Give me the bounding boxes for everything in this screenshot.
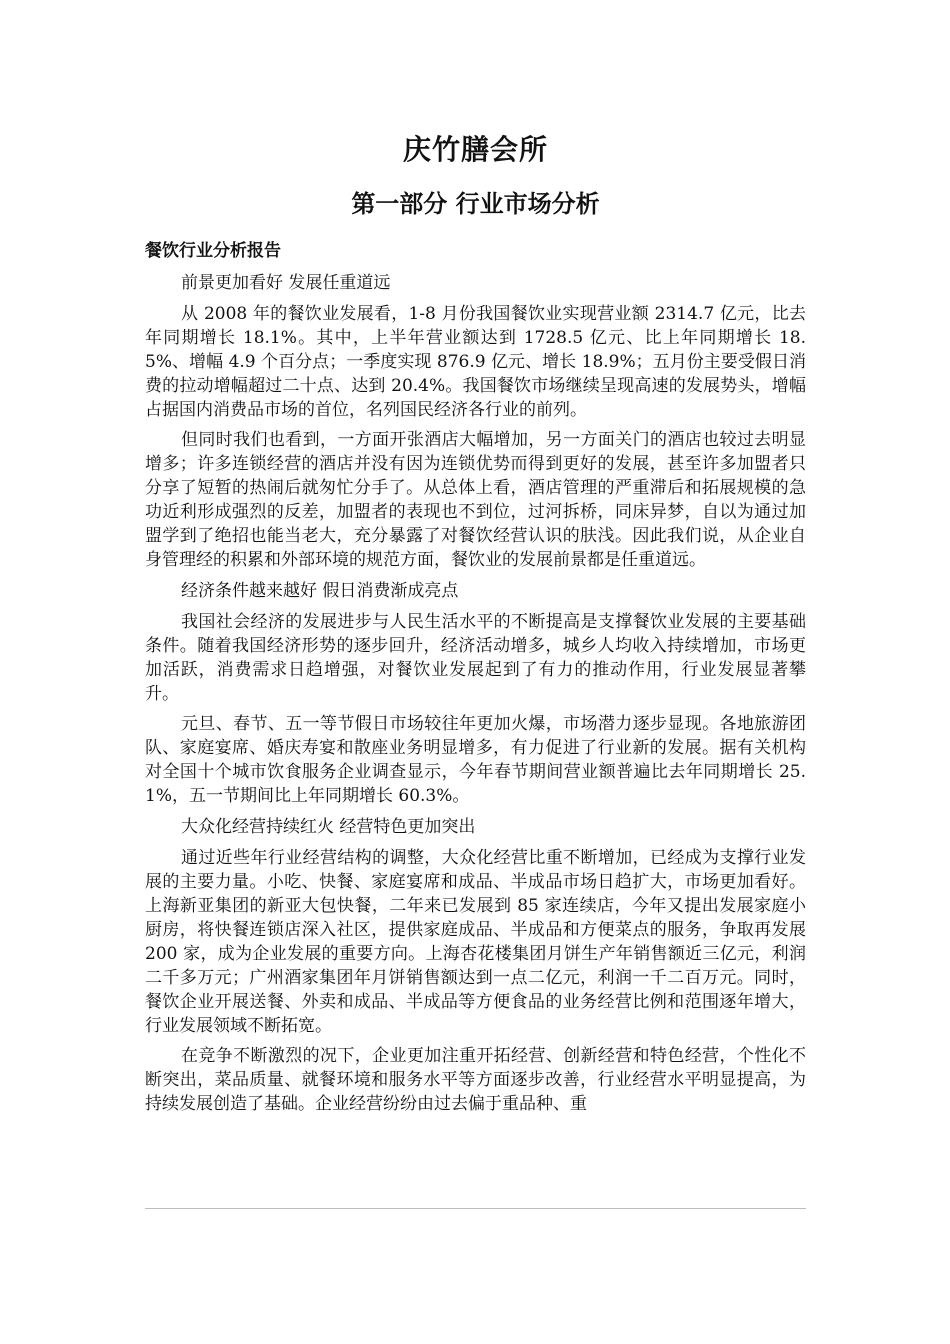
document-title: 庆竹膳会所 bbox=[402, 133, 548, 166]
part-title: 第一部分 行业市场分析 bbox=[351, 189, 600, 218]
subheading: 前景更加看好 发展任重道远 bbox=[181, 273, 391, 293]
page-bottom-rule bbox=[145, 1208, 806, 1209]
document-body bbox=[145, 270, 806, 1116]
paragraph: 但同时我们也看到，一方面开张酒店大幅增加，另一方面关门的酒店也较过去明显增多；许多连锁经营的酒店并没有因为连锁优势而得到更好的发展，甚至许多加盟者只分享了短暂的热闹后就匆忙分手了。从总体上看，酒店管理的严重滞后和拓展规模的急功近利形成强烈的反差，加盟者的表现也不到位，过河拆桥，同床异梦，自以为通过加盟学到了绝招也能当老大，充分暴露了对餐饮经营认识的肤浅。因此我们说，从企业自身管理经的积累和外部环境的规范方面，餐饮业的发展前景都是任重道远。 bbox=[145, 430, 806, 570]
document-page bbox=[145, 118, 806, 1228]
paragraph: 元旦、春节、五一等节假日市场较往年更加火爆，市场潜力逐步显现。各地旅游团队、家庭宴席、婚庆寿宴和散座业务明显增多，有力促进了行业新的发展。据有关机构对全国十个城市饮食服务企业调查显示，今年春节期间营业额普遍比去年同期增长 25.1%，五一节期间比上年同期增长 60.3%。 bbox=[145, 714, 806, 806]
subheading: 大众化经营持续红火 经营特色更加突出 bbox=[181, 817, 476, 837]
section-title: 餐饮行业分析报告 bbox=[145, 241, 281, 261]
paragraph: 我国社会经济的发展进步与人民生活水平的不断提高是支撑餐饮业发展的主要基础条件。随着我国经济形势的逐步回升，经济活动增多，城乡人均收入持续增加，市场更加活跃，消费需求日趋增强，对餐饮业发展起到了有力的推动作用，行业发展显著攀升。 bbox=[145, 612, 806, 704]
subheading: 经济条件越来越好 假日消费渐成亮点 bbox=[181, 581, 459, 601]
paragraph: 从 2008 年的餐饮业发展看，1-8 月份我国餐饮业实现营业额 2314.7 亿元，比去年同期增长 18.1%。其中，上半年营业额达到 1728.5 亿元、比上年同期增长 18.5%、增幅 4.9 个百分点；一季度实现 876.9 亿元、增长 18.9%；五月份主要受假日消费的拉动增幅超过二十点、达到 20.4%。我国餐饮市场继续呈现高速的发展势头，增幅占据国内消费品市场的首位，名列国民经济各行业的前列。 bbox=[145, 304, 806, 420]
paragraph: 在竞争不断激烈的况下，企业更加注重开拓经营、创新经营和特色经营，个性化不断突出，菜品质量、就餐环境和服务水平等方面逐步改善，行业经营水平明显提高，为持续发展创造了基础。企业经营纷纷由过去偏于重品种、重 bbox=[145, 1046, 806, 1114]
paragraph: 通过近些年行业经营结构的调整，大众化经营比重不断增加，已经成为支撑行业发展的主要力量。小吃、快餐、家庭宴席和成品、半成品市场日趋扩大，市场更加看好。上海新亚集团的新亚大包快餐，二年来已发展到 85 家连续店，今年又提出发展家庭小厨房，将快餐连锁店深入社区，提供家庭成品、半成品和方便菜点的服务，争取再发展 200 家，成为企业发展的重要方向。上海杏花楼集团月饼生产年销售额近三亿元，利润二千多万元；广州酒家集团年月饼销售额达到一点二亿元，利润一千二百万元。同时，餐饮企业开展送餐、外卖和成品、半成品等方便食品的业务经营比例和范围逐年增大，行业发展领域不断拓宽。 bbox=[145, 848, 806, 1036]
